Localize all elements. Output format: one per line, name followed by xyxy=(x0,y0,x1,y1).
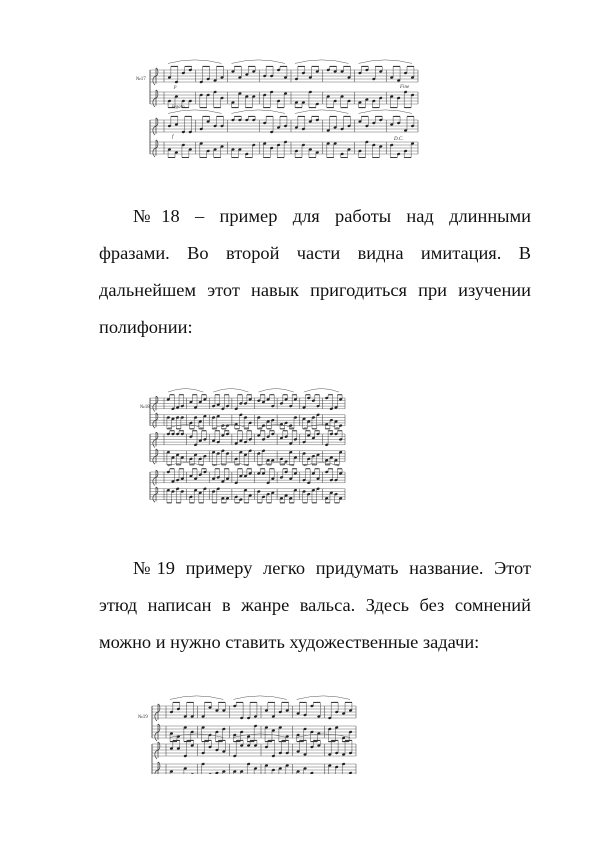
example-number-17: №17 xyxy=(136,77,146,82)
paragraph-1 xyxy=(99,198,531,346)
music-score-18 xyxy=(140,386,355,504)
slur xyxy=(359,110,413,114)
slur xyxy=(304,389,339,393)
slur xyxy=(297,734,350,738)
treble-clef-icon xyxy=(153,470,158,485)
treble-clef-icon xyxy=(153,90,158,107)
music-example-17 xyxy=(136,58,421,158)
example-number-19: №19 xyxy=(138,715,148,720)
paragraph-line: №18 – пример для работы над длинными xyxy=(133,206,531,226)
paragraph-line: можно и нужно ставить художественные задачи: xyxy=(99,632,480,652)
treble-clef-icon xyxy=(153,413,158,428)
music-score-17 xyxy=(136,58,421,158)
slur xyxy=(168,425,203,429)
treble-clef-icon xyxy=(153,449,158,464)
music-example-18 xyxy=(140,386,355,504)
slur xyxy=(295,60,349,64)
treble-clef-icon xyxy=(155,704,160,721)
slur xyxy=(213,389,248,393)
slur xyxy=(304,425,339,429)
treble-clef-icon xyxy=(153,68,158,85)
slur xyxy=(232,110,286,114)
slur xyxy=(232,60,286,64)
treble-clef-icon xyxy=(153,432,158,447)
music-example-19 xyxy=(138,694,363,774)
legato-mark: legato xyxy=(172,105,185,110)
fine-mark: Fine xyxy=(400,85,410,90)
slur xyxy=(170,696,223,700)
slur xyxy=(213,425,248,429)
slur xyxy=(259,389,294,393)
paragraph-line: фразами. Во второй части видна имитация. В xyxy=(99,243,531,263)
slur xyxy=(168,463,203,467)
slur xyxy=(168,110,222,114)
paragraph-line: №19 примеру легко придумать название. Этот xyxy=(133,558,531,578)
slur xyxy=(297,696,350,700)
treble-clef-icon xyxy=(155,724,160,741)
paragraph-2 xyxy=(99,550,531,661)
slur xyxy=(295,110,349,114)
example-number-18: №18 xyxy=(140,405,150,410)
slur xyxy=(259,463,294,467)
paragraph-line: дальнейшем этот навык пригодиться при изучении xyxy=(99,280,531,300)
dc-mark: D.C. xyxy=(394,137,404,142)
slur xyxy=(168,389,203,393)
slur xyxy=(304,463,339,467)
music-score-19 xyxy=(138,694,363,774)
slur xyxy=(213,463,248,467)
treble-clef-icon xyxy=(155,742,160,759)
dynamic-f: f xyxy=(172,135,174,140)
treble-clef-icon xyxy=(153,140,158,157)
treble-clef-icon xyxy=(153,118,158,135)
treble-clef-icon xyxy=(153,487,158,502)
slur xyxy=(359,60,413,64)
slur xyxy=(168,60,222,64)
slur xyxy=(233,696,286,700)
treble-clef-icon xyxy=(153,396,158,411)
dynamic-p: p xyxy=(174,85,177,90)
paragraph-line: этюд написан в жанре вальса. Здесь без сомнений xyxy=(99,595,531,615)
paragraph-line: полифонии: xyxy=(99,317,193,337)
